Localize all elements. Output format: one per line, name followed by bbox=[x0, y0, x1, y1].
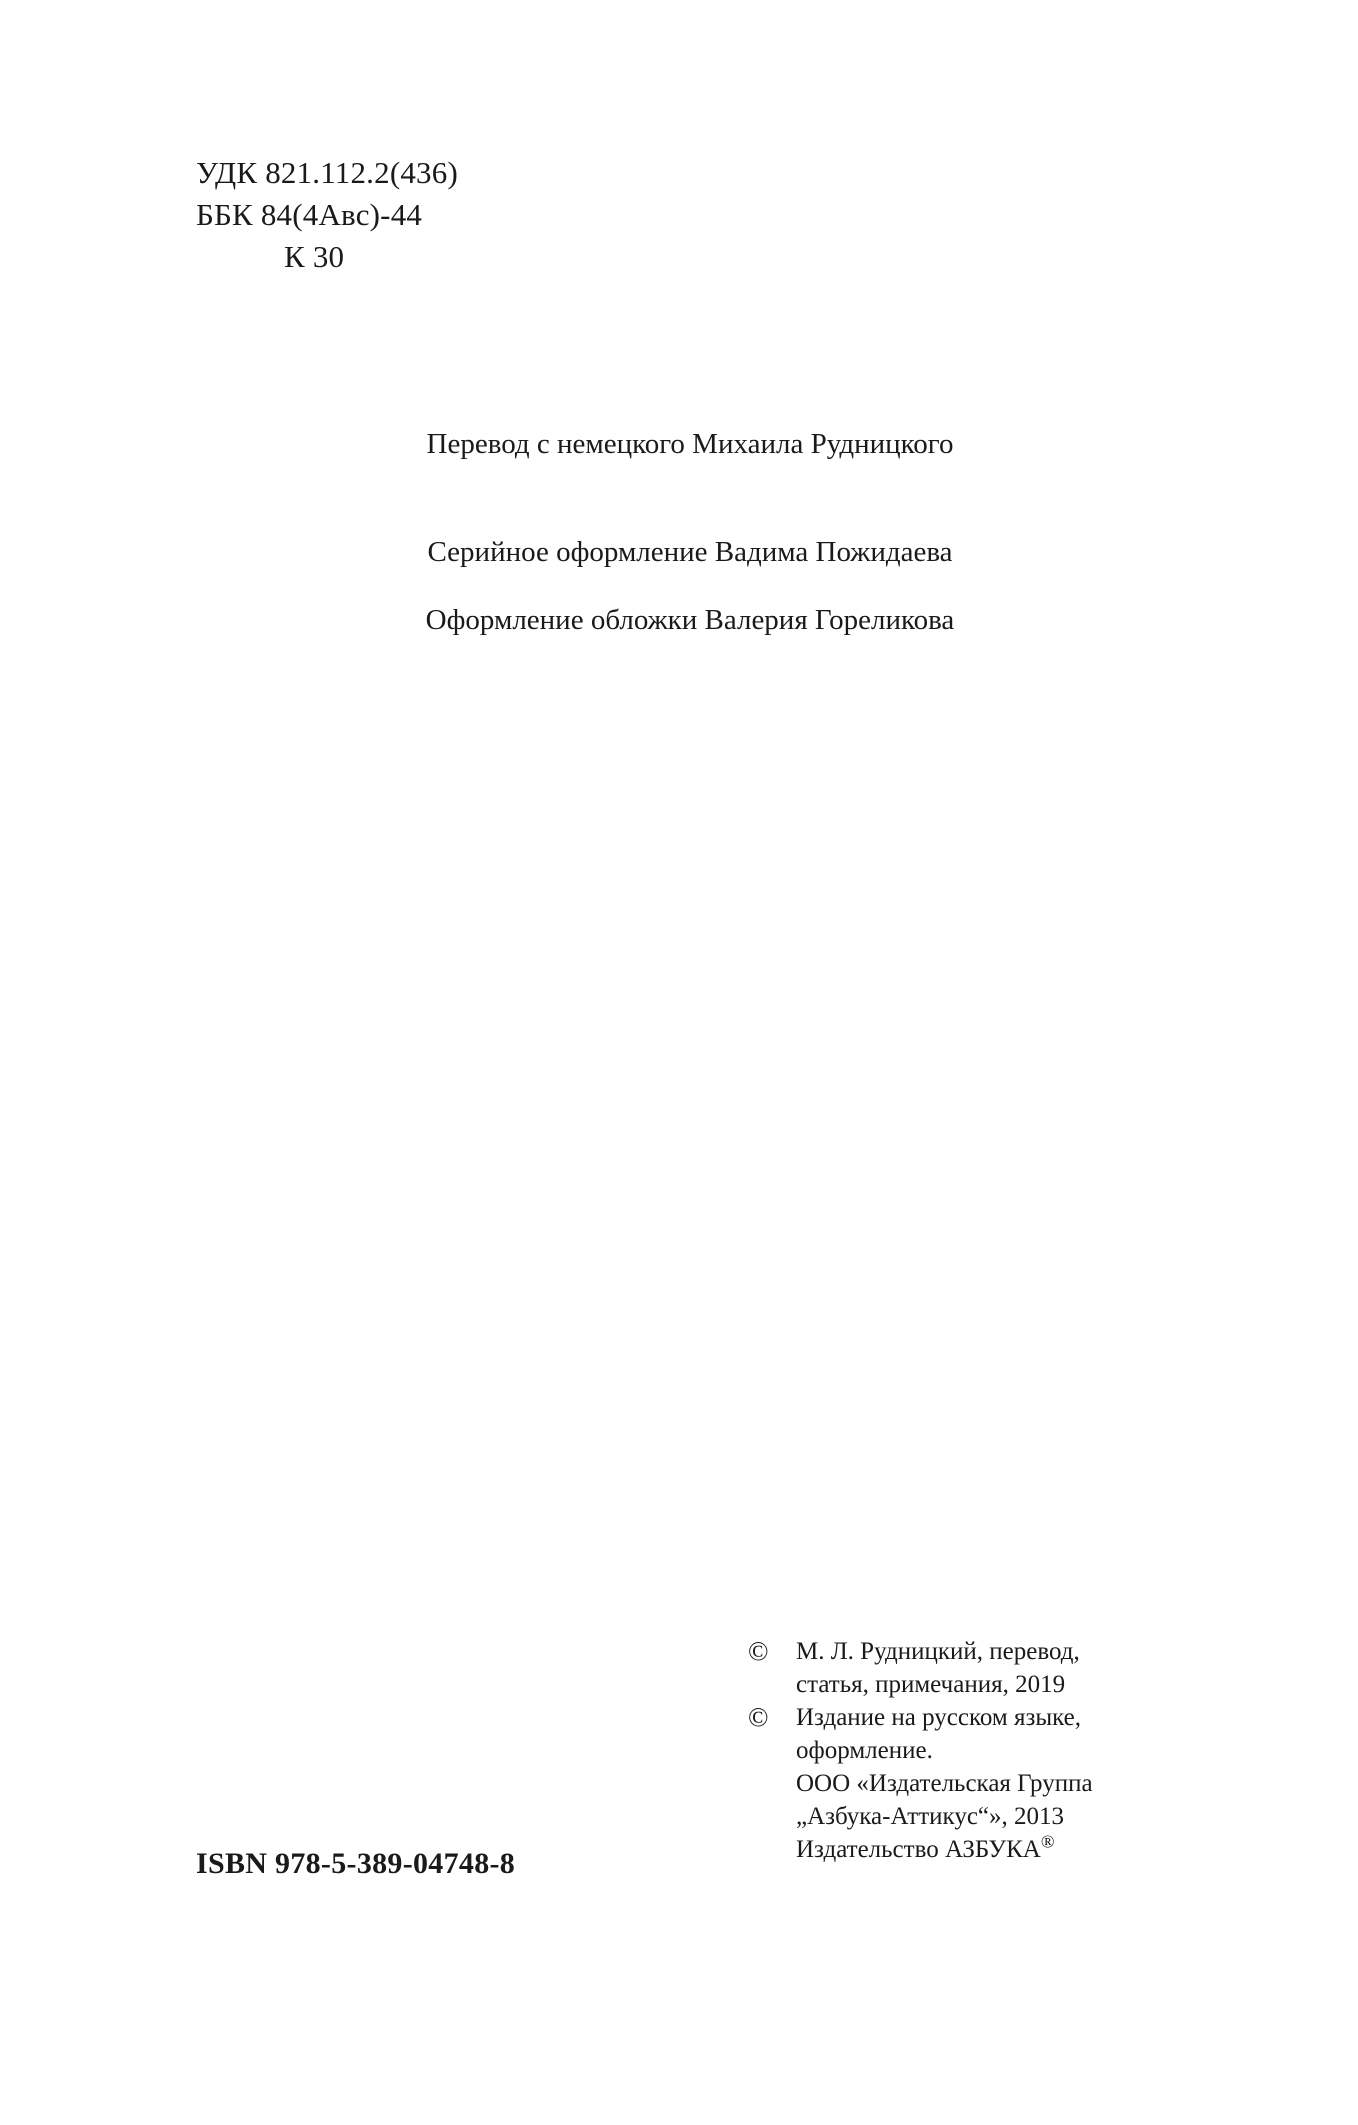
copyright-symbol: © bbox=[748, 1636, 769, 1666]
author-mark: К 30 bbox=[284, 239, 345, 274]
registered-trademark-icon: ® bbox=[1040, 1831, 1055, 1852]
udk-code: УДК 821.112.2(436) bbox=[196, 155, 458, 190]
copyright-symbol: © bbox=[748, 1702, 769, 1732]
cover-design-credit: Оформление обложки Валерия Гореликова bbox=[425, 604, 955, 636]
copyright-line: ООО «Издательская Группа bbox=[796, 1770, 1093, 1797]
copyright-entry-translation bbox=[748, 1635, 1093, 1701]
copyright-line: „Азбука-Аттикус“», 2013 bbox=[796, 1803, 1065, 1830]
series-design-credit: Серийное оформление Вадима Пожидаева bbox=[427, 536, 953, 568]
bbk-code: ББК 84(4Авс)-44 bbox=[196, 197, 423, 232]
copyright-line: оформление. bbox=[796, 1737, 933, 1764]
copyright-line: М. Л. Рудницкий, перевод, bbox=[796, 1638, 1080, 1665]
publisher-line bbox=[796, 1833, 1093, 1866]
isbn-number: ISBN 978-5-389-04748-8 bbox=[196, 1847, 516, 1880]
translation-credit: Перевод с немецкого Михаила Рудницкого bbox=[426, 428, 954, 460]
copyright-line: статья, примечания, 2019 bbox=[796, 1671, 1066, 1698]
publisher-name: Издательство АЗБУКА bbox=[796, 1836, 1041, 1863]
copyright-line: Издание на русском языке, bbox=[796, 1704, 1081, 1731]
library-classification bbox=[196, 152, 458, 278]
copyright-notice bbox=[748, 1635, 1093, 1866]
copyright-entry-edition bbox=[748, 1701, 1093, 1866]
